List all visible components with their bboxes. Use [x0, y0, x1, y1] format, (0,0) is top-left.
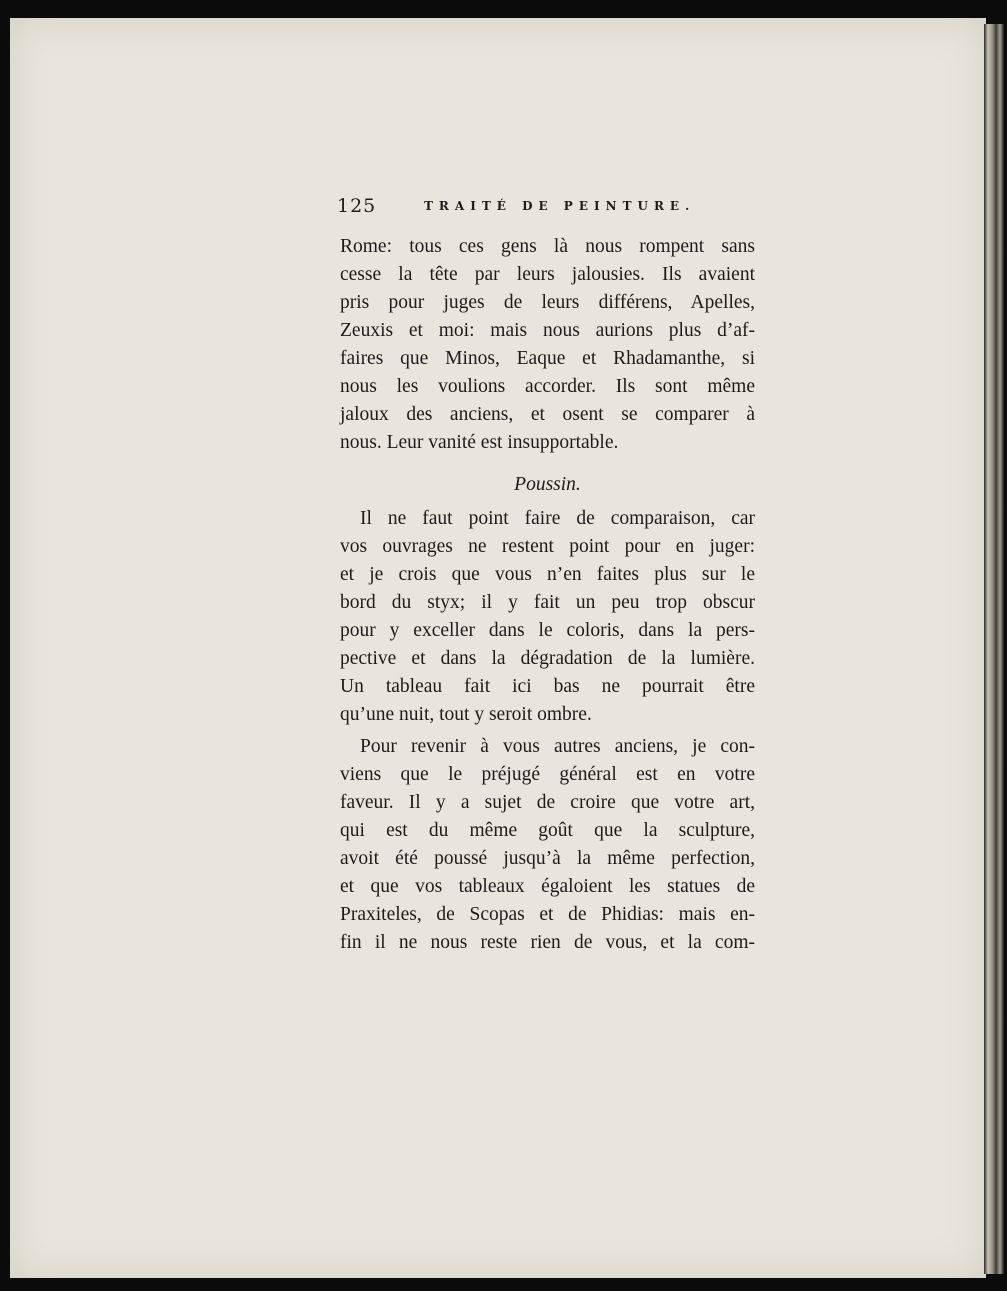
page-edge-shadow: [984, 24, 1004, 1274]
text-line: Zeuxis et moi: mais nous aurions plus d’af-: [340, 320, 755, 341]
text-line: viens que le préjugé général est en votre: [340, 764, 755, 785]
running-header: [337, 195, 767, 225]
text-line: nous. Leur vanité est insupportable.: [340, 432, 619, 453]
text-line: fin il ne nous reste rien de vous, et la com-: [340, 932, 755, 953]
text-line: pour y exceller dans le coloris, dans la pers-: [340, 620, 755, 641]
running-title: TRAITÉ DE PEINTURE.: [424, 199, 696, 213]
text-line: pective et dans la dégradation de la lumière.: [340, 648, 755, 669]
text-line: et je crois que vous n’en faites plus sur le: [340, 564, 755, 585]
text-line: Il ne faut point faire de comparaison, car: [360, 508, 755, 529]
page-number: 125: [337, 195, 377, 217]
text-line: Praxiteles, de Scopas et de Phidias: mais en-: [340, 904, 755, 925]
text-line: bord du styx; il y fait un peu trop obscur: [340, 592, 755, 613]
text-line: cesse la tête par leurs jalousies. Ils avaient: [340, 264, 755, 285]
text-line: Un tableau fait ici bas ne pourrait être: [340, 676, 755, 697]
text-line: Pour revenir à vous autres anciens, je con-: [360, 736, 755, 757]
text-line: pris pour juges de leurs différens, Apelles,: [340, 292, 755, 313]
text-line: jaloux des anciens, et osent se comparer à: [340, 404, 755, 425]
text-line: Rome: tous ces gens là nous rompent sans: [340, 236, 755, 257]
speaker-heading: Poussin.: [514, 474, 581, 495]
text-line: qui est du même goût que la sculpture,: [340, 820, 755, 841]
text-line: faires que Minos, Eaque et Rhadamanthe, si: [340, 348, 755, 369]
text-line: qu’une nuit, tout y seroit ombre.: [340, 704, 592, 725]
text-line: vos ouvrages ne restent point pour en juger:: [340, 536, 755, 557]
text-line: faveur. Il y a sujet de croire que votre art,: [340, 792, 755, 813]
text-line: nous les voulions accorder. Ils sont même: [340, 376, 755, 397]
text-line: et que vos tableaux égaloient les statues de: [340, 876, 755, 897]
text-line: avoit été poussé jusqu’à la même perfection,: [340, 848, 755, 869]
